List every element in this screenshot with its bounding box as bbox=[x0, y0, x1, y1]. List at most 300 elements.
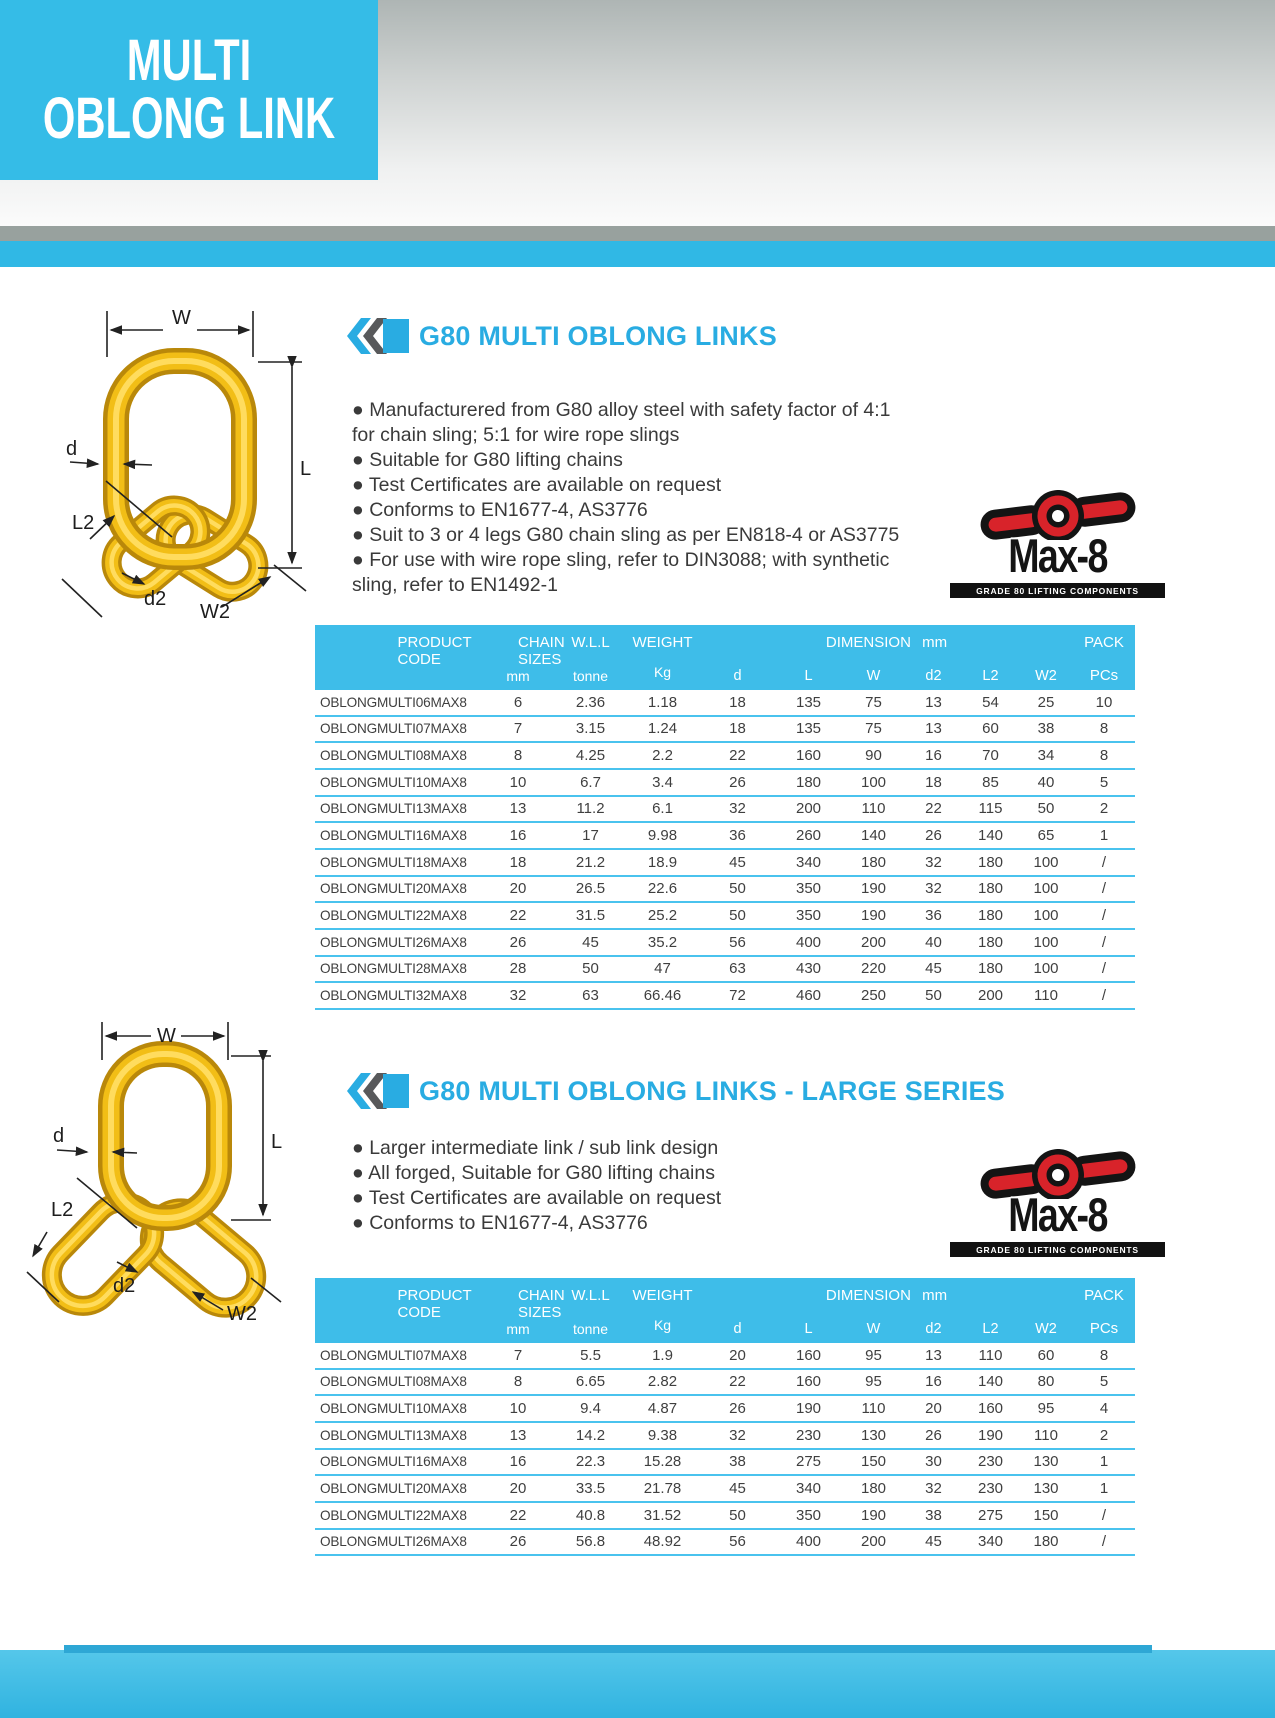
value-cell: 13 bbox=[925, 1346, 942, 1364]
value-cell: 350 bbox=[795, 880, 822, 898]
spec-table-standard bbox=[315, 625, 1135, 1010]
table-row bbox=[315, 1503, 1135, 1530]
value-cell: 65 bbox=[1037, 827, 1055, 845]
product-code-cell: OBLONGMULTI20MAX8 bbox=[320, 881, 467, 897]
product-code-cell: OBLONGMULTI20MAX8 bbox=[320, 1481, 467, 1497]
product-code-cell: OBLONGMULTI16MAX8 bbox=[320, 828, 467, 844]
value-cell: 22 bbox=[509, 907, 527, 925]
product-code-cell: OBLONGMULTI06MAX8 bbox=[320, 694, 467, 710]
value-cell: 110 bbox=[1034, 987, 1058, 1005]
value-cell: 3.15 bbox=[575, 720, 606, 738]
value-cell: 1.18 bbox=[647, 693, 678, 711]
product-code-cell: OBLONGMULTI22MAX8 bbox=[320, 1507, 467, 1523]
value-cell: 100 bbox=[860, 773, 887, 791]
value-cell: 31.52 bbox=[643, 1506, 682, 1524]
value-cell: 32 bbox=[925, 880, 942, 898]
col-pack-unit: PCs bbox=[1089, 667, 1119, 684]
product-code-cell: OBLONGMULTI18MAX8 bbox=[320, 854, 467, 870]
value-cell: 4.87 bbox=[647, 1400, 678, 1418]
max8-brand-text: Max-8 bbox=[1008, 1188, 1107, 1241]
section2-heading: G80 MULTI OBLONG LINKS - LARGE SERIES bbox=[419, 1075, 1005, 1106]
value-cell: 180 bbox=[977, 853, 1004, 871]
value-cell: 200 bbox=[977, 987, 1004, 1005]
value-cell: 180 bbox=[1033, 1533, 1059, 1551]
value-cell: 47 bbox=[654, 960, 671, 978]
blue-divider-bar bbox=[0, 241, 1275, 267]
value-cell: 60 bbox=[982, 720, 999, 738]
bullet-line: ● Suitable for G80 lifting chains bbox=[352, 449, 623, 471]
value-cell: 50 bbox=[1037, 800, 1055, 818]
value-cell: 10 bbox=[509, 1400, 527, 1418]
dim-label-w: W bbox=[172, 307, 191, 329]
dim-label-d: d bbox=[53, 1125, 65, 1147]
table-row bbox=[315, 1450, 1135, 1477]
value-cell: / bbox=[1101, 1506, 1107, 1524]
value-cell: 180 bbox=[860, 1480, 887, 1498]
value-cell: 26 bbox=[925, 1426, 942, 1444]
value-cell: 54 bbox=[982, 693, 999, 711]
col-product-code: PRODUCT CODE bbox=[397, 634, 472, 668]
value-cell: 230 bbox=[977, 1453, 1004, 1471]
value-cell: 200 bbox=[795, 800, 822, 818]
section2-heading-row bbox=[347, 1073, 1005, 1109]
value-cell: 180 bbox=[977, 960, 1004, 978]
value-cell: 26 bbox=[509, 933, 527, 951]
value-cell: 275 bbox=[977, 1506, 1004, 1524]
col-dim-d: d bbox=[733, 1321, 742, 1337]
value-cell: 20 bbox=[729, 1346, 746, 1364]
col-weight: WEIGHT bbox=[632, 634, 693, 651]
value-cell: 160 bbox=[795, 1373, 822, 1391]
value-cell: 16 bbox=[509, 827, 527, 845]
value-cell: 95 bbox=[865, 1373, 882, 1391]
table-header bbox=[315, 625, 1135, 690]
table-row bbox=[315, 717, 1135, 744]
col-weight-unit: Kg bbox=[653, 1317, 672, 1333]
max8-tagline: GRADE 80 LIFTING COMPONENTS bbox=[950, 583, 1165, 598]
value-cell: 21.78 bbox=[643, 1480, 682, 1498]
value-cell: 180 bbox=[860, 853, 887, 871]
value-cell: 22.3 bbox=[575, 1453, 606, 1471]
value-cell: 115 bbox=[978, 800, 1003, 818]
col-chain-sizes: CHAIN SIZES bbox=[518, 634, 565, 668]
max8-tagline: GRADE 80 LIFTING COMPONENTS bbox=[950, 1242, 1165, 1257]
value-cell: 90 bbox=[865, 747, 882, 765]
col-wll: W.L.L bbox=[571, 1287, 610, 1304]
value-cell: 8 bbox=[513, 1373, 523, 1391]
col-pack-unit: PCs bbox=[1089, 1320, 1119, 1337]
value-cell: 18 bbox=[509, 853, 527, 871]
value-cell: 18 bbox=[729, 693, 746, 711]
value-cell: 160 bbox=[795, 747, 822, 765]
value-cell: 45 bbox=[925, 960, 942, 978]
value-cell: 230 bbox=[795, 1426, 822, 1444]
value-cell: 10 bbox=[509, 773, 527, 791]
col-wll-unit: tonne bbox=[572, 1321, 609, 1337]
table-row bbox=[315, 1476, 1135, 1503]
value-cell: 22 bbox=[925, 800, 942, 818]
value-cell: 2 bbox=[1099, 800, 1109, 818]
value-cell: 400 bbox=[795, 933, 822, 951]
col-dim-w: W bbox=[866, 1321, 881, 1337]
value-cell: 75 bbox=[865, 693, 882, 711]
page-title-box bbox=[0, 0, 378, 180]
value-cell: 20 bbox=[509, 880, 527, 898]
footer-accent-strip bbox=[64, 1645, 1152, 1653]
col-dim-d2: d2 bbox=[925, 668, 942, 684]
value-cell: 13 bbox=[509, 800, 527, 818]
value-cell: 45 bbox=[925, 1533, 942, 1551]
value-cell: 8 bbox=[1099, 747, 1109, 765]
product-code-cell: OBLONGMULTI07MAX8 bbox=[320, 721, 467, 737]
value-cell: 160 bbox=[977, 1400, 1004, 1418]
table-row bbox=[315, 743, 1135, 770]
value-cell: 26.5 bbox=[575, 880, 606, 898]
dim-label-l: L bbox=[271, 1131, 283, 1153]
value-cell: 50 bbox=[729, 907, 746, 925]
value-cell: 20 bbox=[509, 1480, 527, 1498]
value-cell: 26 bbox=[925, 827, 942, 845]
value-cell: 36 bbox=[925, 907, 942, 925]
value-cell: 28 bbox=[509, 960, 527, 978]
value-cell: 32 bbox=[509, 987, 527, 1005]
product-code-cell: OBLONGMULTI22MAX8 bbox=[320, 908, 467, 924]
section2-bullet-list bbox=[352, 1136, 942, 1236]
value-cell: 150 bbox=[1033, 1506, 1059, 1524]
table-row bbox=[315, 957, 1135, 984]
value-cell: 63 bbox=[582, 987, 599, 1005]
value-cell: 460 bbox=[795, 987, 822, 1005]
value-cell: 1 bbox=[1099, 1453, 1109, 1471]
value-cell: 13 bbox=[509, 1426, 527, 1444]
value-cell: 190 bbox=[860, 1506, 887, 1524]
value-cell: 400 bbox=[795, 1533, 822, 1551]
product-code-cell: OBLONGMULTI26MAX8 bbox=[320, 934, 467, 950]
value-cell: 2.36 bbox=[575, 693, 606, 711]
value-cell: / bbox=[1101, 960, 1107, 978]
value-cell: 180 bbox=[977, 907, 1004, 925]
table-row bbox=[315, 797, 1135, 824]
value-cell: 16 bbox=[925, 1373, 942, 1391]
value-cell: 100 bbox=[1033, 960, 1059, 978]
table-row bbox=[315, 690, 1135, 717]
value-cell: 7 bbox=[513, 1346, 523, 1364]
value-cell: 11.2 bbox=[576, 800, 605, 818]
value-cell: 5.5 bbox=[580, 1346, 601, 1364]
page-title-line1: MULTI bbox=[126, 28, 252, 93]
value-cell: / bbox=[1101, 907, 1107, 925]
col-wll-unit: tonne bbox=[572, 668, 609, 684]
value-cell: / bbox=[1101, 880, 1107, 898]
value-cell: 95 bbox=[1037, 1400, 1055, 1418]
value-cell: 36 bbox=[729, 827, 746, 845]
value-cell: 66.46 bbox=[643, 987, 682, 1005]
value-cell: 33.5 bbox=[575, 1480, 606, 1498]
dim-label-l2: L2 bbox=[72, 512, 95, 534]
value-cell: 15.28 bbox=[643, 1453, 682, 1471]
value-cell: 22.6 bbox=[647, 880, 678, 898]
bullet-line: ● For use with wire rope sling, refer to DIN3088; with synthetic bbox=[352, 549, 890, 571]
value-cell: 32 bbox=[729, 800, 746, 818]
product-code-cell: OBLONGMULTI10MAX8 bbox=[320, 1401, 467, 1417]
value-cell: 22 bbox=[729, 747, 746, 765]
col-chain-unit: mm bbox=[506, 1321, 530, 1337]
value-cell: 1 bbox=[1099, 827, 1109, 845]
table-row bbox=[315, 1396, 1135, 1423]
value-cell: 190 bbox=[860, 880, 887, 898]
value-cell: 38 bbox=[729, 1453, 746, 1471]
value-cell: 130 bbox=[1033, 1480, 1059, 1498]
dim-label-w2: W2 bbox=[200, 601, 230, 623]
table-row bbox=[315, 823, 1135, 850]
page-title bbox=[42, 28, 336, 151]
value-cell: 6 bbox=[513, 693, 523, 711]
value-cell: 110 bbox=[978, 1346, 1003, 1364]
value-cell: / bbox=[1101, 1533, 1107, 1551]
value-cell: 32 bbox=[925, 1480, 942, 1498]
value-cell: 200 bbox=[860, 1533, 887, 1551]
section1-heading: G80 MULTI OBLONG LINKS bbox=[419, 320, 777, 351]
col-dim-l2: L2 bbox=[982, 668, 999, 684]
value-cell: 140 bbox=[977, 827, 1004, 845]
value-cell: 190 bbox=[860, 907, 887, 925]
max8-logo bbox=[950, 1151, 1165, 1257]
table-row bbox=[315, 903, 1135, 930]
value-cell: 8 bbox=[1099, 1346, 1109, 1364]
dim-label-l: L bbox=[300, 458, 312, 480]
value-cell: 3.4 bbox=[652, 773, 673, 791]
table-row bbox=[315, 1343, 1135, 1370]
value-cell: 110 bbox=[1034, 1426, 1058, 1444]
value-cell: 9.4 bbox=[580, 1400, 601, 1418]
value-cell: 130 bbox=[860, 1426, 887, 1444]
value-cell: 80 bbox=[1037, 1373, 1055, 1391]
value-cell: 50 bbox=[729, 1506, 746, 1524]
value-cell: 135 bbox=[795, 693, 822, 711]
value-cell: 4 bbox=[1099, 1400, 1109, 1418]
value-cell: / bbox=[1101, 987, 1107, 1005]
value-cell: 430 bbox=[795, 960, 822, 978]
value-cell: 250 bbox=[860, 987, 887, 1005]
value-cell: 10 bbox=[1095, 693, 1113, 711]
value-cell: 32 bbox=[925, 853, 942, 871]
product-code-cell: OBLONGMULTI26MAX8 bbox=[320, 1534, 467, 1550]
bullet-line: for chain sling; 5:1 for wire rope slings bbox=[352, 424, 680, 446]
value-cell: 8 bbox=[1099, 720, 1109, 738]
value-cell: 56.8 bbox=[575, 1533, 606, 1551]
col-weight-unit: Kg bbox=[653, 664, 672, 680]
value-cell: 7 bbox=[513, 720, 523, 738]
dim-label-w2: W2 bbox=[227, 1303, 257, 1325]
value-cell: 140 bbox=[977, 1373, 1004, 1391]
value-cell: 26 bbox=[729, 773, 746, 791]
col-product-code: PRODUCT CODE bbox=[397, 1287, 472, 1321]
value-cell: 140 bbox=[860, 827, 887, 845]
col-chain-unit: mm bbox=[506, 668, 530, 684]
value-cell: 22 bbox=[729, 1373, 746, 1391]
bullet-line: ● Test Certificates are available on request bbox=[352, 1187, 722, 1209]
page-title-line2: OBLONG LINK bbox=[42, 86, 336, 151]
value-cell: / bbox=[1101, 853, 1107, 871]
value-cell: 180 bbox=[977, 880, 1004, 898]
dim-label-w: W bbox=[157, 1025, 176, 1047]
value-cell: 45 bbox=[729, 853, 746, 871]
product-code-cell: OBLONGMULTI28MAX8 bbox=[320, 961, 467, 977]
value-cell: 34 bbox=[1037, 747, 1055, 765]
value-cell: 190 bbox=[795, 1400, 822, 1418]
value-cell: 6.1 bbox=[652, 800, 673, 818]
value-cell: 18.9 bbox=[647, 853, 678, 871]
section1-heading-row bbox=[347, 318, 777, 354]
value-cell: 2 bbox=[1099, 1426, 1109, 1444]
max8-brand-text: Max-8 bbox=[1008, 529, 1107, 582]
col-dim-w2: W2 bbox=[1035, 1321, 1057, 1337]
table-header bbox=[315, 1278, 1135, 1343]
value-cell: 22 bbox=[509, 1506, 527, 1524]
value-cell: 30 bbox=[925, 1453, 942, 1471]
table-body bbox=[315, 1343, 1135, 1556]
value-cell: 230 bbox=[977, 1480, 1004, 1498]
product-code-cell: OBLONGMULTI08MAX8 bbox=[320, 748, 467, 764]
table-row bbox=[315, 1370, 1135, 1397]
value-cell: 260 bbox=[795, 827, 822, 845]
value-cell: 100 bbox=[1033, 853, 1059, 871]
value-cell: 1.9 bbox=[652, 1346, 673, 1364]
max8-logo bbox=[950, 492, 1165, 598]
value-cell: 130 bbox=[1033, 1453, 1059, 1471]
col-wll: W.L.L bbox=[571, 634, 610, 651]
value-cell: 2.2 bbox=[652, 747, 673, 765]
value-cell: 350 bbox=[795, 907, 822, 925]
value-cell: 16 bbox=[509, 1453, 527, 1471]
value-cell: 13 bbox=[925, 693, 942, 711]
value-cell: 63 bbox=[729, 960, 746, 978]
value-cell: 45 bbox=[729, 1480, 746, 1498]
product-code-cell: OBLONGMULTI10MAX8 bbox=[320, 774, 467, 790]
table-row bbox=[315, 983, 1135, 1010]
value-cell: 4.25 bbox=[575, 747, 606, 765]
value-cell: 40.8 bbox=[575, 1506, 606, 1524]
value-cell: 160 bbox=[795, 1346, 822, 1364]
value-cell: 100 bbox=[1033, 880, 1059, 898]
product-code-cell: OBLONGMULTI16MAX8 bbox=[320, 1454, 467, 1470]
value-cell: 1.24 bbox=[647, 720, 678, 738]
col-group-dimension: DIMENSION mm bbox=[825, 1287, 948, 1304]
product-code-cell: OBLONGMULTI13MAX8 bbox=[320, 1427, 467, 1443]
value-cell: 220 bbox=[860, 960, 887, 978]
value-cell: 72 bbox=[729, 987, 746, 1005]
col-dim-d: d bbox=[733, 668, 742, 684]
value-cell: 180 bbox=[795, 773, 822, 791]
table-row bbox=[315, 930, 1135, 957]
col-dim-w2: W2 bbox=[1035, 668, 1057, 684]
value-cell: 13 bbox=[925, 720, 942, 738]
oblong-link-diagram-2 bbox=[25, 1020, 295, 1340]
value-cell: / bbox=[1101, 933, 1107, 951]
value-cell: 38 bbox=[1037, 720, 1055, 738]
value-cell: 60 bbox=[1037, 1346, 1055, 1364]
col-group-dimension: DIMENSION mm bbox=[825, 634, 948, 651]
bullet-line: ● Suit to 3 or 4 legs G80 chain sling as per EN818-4 or AS3775 bbox=[352, 524, 900, 546]
value-cell: 16 bbox=[925, 747, 942, 765]
col-dim-w: W bbox=[866, 668, 881, 684]
table-row bbox=[315, 1530, 1135, 1557]
value-cell: 190 bbox=[977, 1426, 1004, 1444]
value-cell: 180 bbox=[977, 933, 1004, 951]
col-dim-d2: d2 bbox=[925, 1321, 942, 1337]
bullet-line: ● All forged, Suitable for G80 lifting chains bbox=[352, 1162, 715, 1184]
value-cell: 26 bbox=[729, 1400, 746, 1418]
value-cell: 18 bbox=[925, 773, 942, 791]
value-cell: 32 bbox=[729, 1426, 746, 1444]
product-code-cell: OBLONGMULTI07MAX8 bbox=[320, 1347, 467, 1363]
value-cell: 2.82 bbox=[647, 1373, 678, 1391]
dim-label-d2: d2 bbox=[144, 588, 167, 610]
value-cell: 200 bbox=[860, 933, 887, 951]
bullet-line: ● Test Certificates are available on request bbox=[352, 474, 722, 496]
bullet-line: ● Manufacturered from G80 alloy steel with safety factor of 4:1 bbox=[352, 399, 891, 421]
value-cell: 70 bbox=[982, 747, 999, 765]
value-cell: 25.2 bbox=[647, 907, 678, 925]
product-code-cell: OBLONGMULTI08MAX8 bbox=[320, 1374, 467, 1390]
value-cell: 5 bbox=[1099, 1373, 1109, 1391]
value-cell: 85 bbox=[982, 773, 999, 791]
double-chevron-icon bbox=[347, 318, 409, 354]
value-cell: 17 bbox=[582, 827, 599, 845]
value-cell: 14.2 bbox=[575, 1426, 606, 1444]
col-weight: WEIGHT bbox=[632, 1287, 693, 1304]
value-cell: 50 bbox=[582, 960, 599, 978]
value-cell: 100 bbox=[1033, 907, 1059, 925]
value-cell: 8 bbox=[513, 747, 523, 765]
value-cell: 35.2 bbox=[647, 933, 678, 951]
bullet-line: sling, refer to EN1492-1 bbox=[352, 574, 558, 596]
dim-label-l2: L2 bbox=[51, 1199, 74, 1221]
master-link-icon bbox=[111, 1054, 219, 1218]
bullet-line: ● Conforms to EN1677-4, AS3776 bbox=[352, 1212, 648, 1234]
value-cell: 340 bbox=[795, 853, 822, 871]
value-cell: 50 bbox=[925, 987, 942, 1005]
col-dim-l: L bbox=[804, 1321, 813, 1337]
value-cell: 350 bbox=[795, 1506, 822, 1524]
bullet-line: ● Larger intermediate link / sub link design bbox=[352, 1137, 719, 1159]
value-cell: 75 bbox=[865, 720, 882, 738]
value-cell: 6.65 bbox=[575, 1373, 606, 1391]
product-code-cell: OBLONGMULTI32MAX8 bbox=[320, 988, 467, 1004]
value-cell: 150 bbox=[860, 1453, 887, 1471]
value-cell: 9.98 bbox=[647, 827, 678, 845]
table-row bbox=[315, 877, 1135, 904]
spec-table-large-series bbox=[315, 1278, 1135, 1556]
value-cell: 5 bbox=[1099, 773, 1109, 791]
value-cell: 340 bbox=[795, 1480, 822, 1498]
value-cell: 21.2 bbox=[575, 853, 606, 871]
footer-bar bbox=[0, 1650, 1275, 1718]
value-cell: 275 bbox=[795, 1453, 822, 1471]
value-cell: 40 bbox=[1037, 773, 1055, 791]
value-cell: 135 bbox=[795, 720, 822, 738]
table-row bbox=[315, 770, 1135, 797]
value-cell: 340 bbox=[977, 1533, 1004, 1551]
value-cell: 100 bbox=[1033, 933, 1059, 951]
col-pack: PACK bbox=[1084, 634, 1124, 651]
value-cell: 110 bbox=[861, 800, 886, 818]
value-cell: 18 bbox=[729, 720, 746, 738]
value-cell: 1 bbox=[1099, 1480, 1109, 1498]
value-cell: 26 bbox=[509, 1533, 527, 1551]
value-cell: 40 bbox=[925, 933, 942, 951]
table-body bbox=[315, 690, 1135, 1010]
